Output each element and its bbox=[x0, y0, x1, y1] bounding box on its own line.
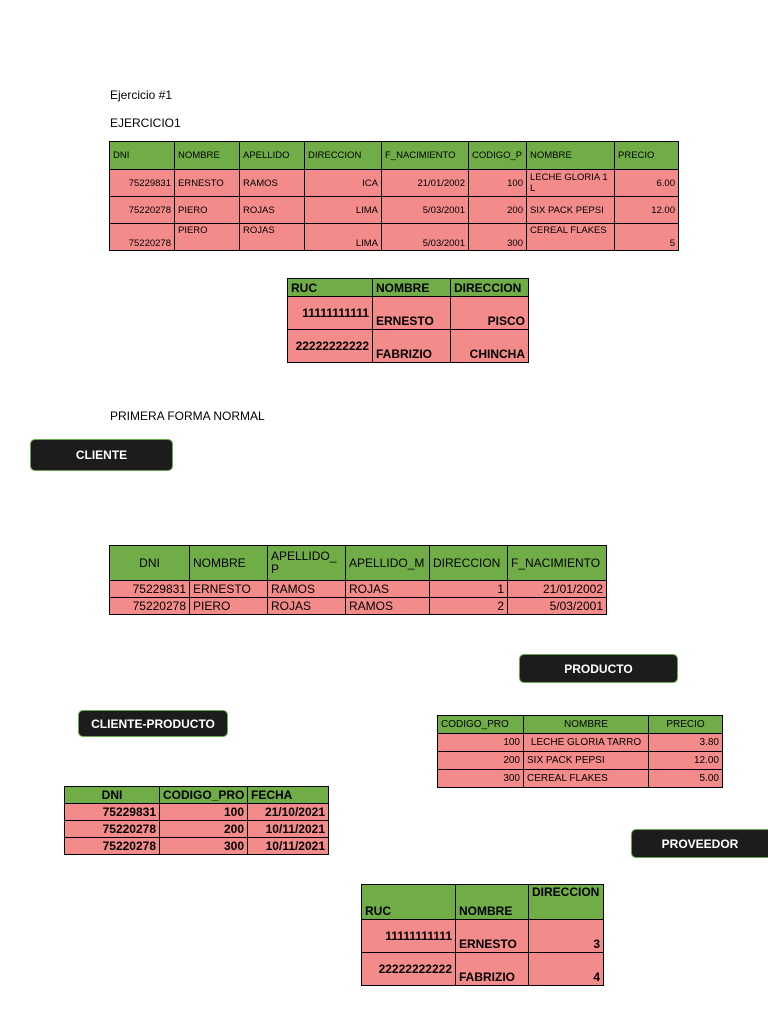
table-cell: 75220278 bbox=[65, 838, 160, 855]
section-title: PRIMERA FORMA NORMAL bbox=[110, 409, 265, 423]
table-row bbox=[110, 197, 679, 224]
table-cell: ERNESTO bbox=[175, 170, 240, 197]
table-cell: 75220278 bbox=[65, 821, 160, 838]
cliente-label: CLIENTE bbox=[30, 439, 173, 471]
table-row bbox=[110, 581, 607, 598]
table-cell: 100 bbox=[160, 804, 248, 821]
table-row bbox=[438, 734, 723, 752]
col-header: APELLIDO_P bbox=[268, 546, 346, 581]
table-cell: ERNESTO bbox=[190, 581, 268, 598]
table-cell: 22222222222 bbox=[288, 330, 373, 363]
table-cell: ERNESTO bbox=[456, 920, 529, 953]
table-row bbox=[110, 224, 679, 251]
table-row bbox=[110, 170, 679, 197]
table-cell: 100 bbox=[469, 170, 527, 197]
table-row bbox=[438, 752, 723, 770]
table-cell: ROJAS bbox=[268, 598, 346, 615]
table-cell: CHINCHA bbox=[451, 330, 529, 363]
table-cell: 75220278 bbox=[110, 598, 190, 615]
col-header: DNI bbox=[110, 142, 175, 170]
table-cell: 12.00 bbox=[615, 197, 679, 224]
table-cell: LIMA bbox=[305, 224, 382, 251]
original-table bbox=[109, 141, 679, 251]
supplier-table bbox=[287, 278, 529, 363]
table-cell: 75229831 bbox=[110, 170, 175, 197]
table-cell: 11111111111 bbox=[288, 297, 373, 330]
table-cell: 5 bbox=[615, 224, 679, 251]
table-cell: 200 bbox=[438, 752, 524, 770]
table-row bbox=[288, 330, 529, 363]
table-row bbox=[438, 770, 723, 788]
table-cell: LIMA bbox=[305, 197, 382, 224]
col-header: APELLIDO bbox=[240, 142, 305, 170]
table-cell: LECHE GLORIA 1L bbox=[527, 170, 615, 197]
col-header: CODIGO_PRO bbox=[438, 716, 524, 734]
cliente-producto-table bbox=[64, 786, 329, 855]
table-cell: RAMOS bbox=[346, 598, 430, 615]
table-cell: 6.00 bbox=[615, 170, 679, 197]
col-header: NOMBRE bbox=[456, 885, 529, 920]
table-cell: PIERO bbox=[190, 598, 268, 615]
table-cell: 5/03/2001 bbox=[508, 598, 607, 615]
proveedor-table bbox=[361, 884, 604, 986]
table-cell: ERNESTO bbox=[373, 297, 451, 330]
col-header: RUC bbox=[288, 279, 373, 297]
table-cell: CEREAL FLAKES bbox=[527, 224, 615, 251]
table-cell: 75229831 bbox=[110, 581, 190, 598]
col-header: NOMBRE bbox=[524, 716, 649, 734]
table-cell: PIERO bbox=[175, 197, 240, 224]
table-cell: 4 bbox=[529, 953, 604, 986]
col-header: DIRECCION bbox=[451, 279, 529, 297]
table-cell: 21/01/2002 bbox=[508, 581, 607, 598]
table-cell: PISCO bbox=[451, 297, 529, 330]
table-cell: 5.00 bbox=[649, 770, 723, 788]
table-row bbox=[362, 953, 604, 986]
table-cell: ROJAS bbox=[240, 197, 305, 224]
col-header: RUC bbox=[362, 885, 456, 920]
col-header: APELLIDO_M bbox=[346, 546, 430, 581]
table-cell: 3 bbox=[529, 920, 604, 953]
table-cell: 2 bbox=[430, 598, 508, 615]
producto-label: PRODUCTO bbox=[519, 654, 678, 683]
cliente-producto-label: CLIENTE-PRODUCTO bbox=[78, 710, 228, 737]
col-header: DNI bbox=[65, 787, 160, 804]
table-row bbox=[110, 598, 607, 615]
col-header: DNI bbox=[110, 546, 190, 581]
col-header: NOMBRE bbox=[190, 546, 268, 581]
table-cell: 75220278 bbox=[110, 224, 175, 251]
table-cell: ICA bbox=[305, 170, 382, 197]
table-row bbox=[65, 821, 329, 838]
col-header: PRECIO bbox=[615, 142, 679, 170]
col-header: DIRECCION bbox=[305, 142, 382, 170]
table-cell: LECHE GLORIA TARRO bbox=[524, 734, 649, 752]
table-cell: ROJAS bbox=[240, 224, 305, 251]
table-row bbox=[362, 920, 604, 953]
cliente-table bbox=[109, 545, 607, 615]
exercise-title: Ejercicio #1 bbox=[110, 88, 173, 102]
col-header: NOMBRE bbox=[527, 142, 615, 170]
table-cell: 200 bbox=[469, 197, 527, 224]
table-cell: 5/03/2001 bbox=[382, 224, 469, 251]
col-header: F_NACIMIENTO bbox=[508, 546, 607, 581]
table-cell: FABRIZIO bbox=[456, 953, 529, 986]
table-cell: 5/03/2001 bbox=[382, 197, 469, 224]
col-header: CODIGO_P bbox=[469, 142, 527, 170]
table-cell: 300 bbox=[160, 838, 248, 855]
table-cell: 75229831 bbox=[65, 804, 160, 821]
table-cell: ROJAS bbox=[346, 581, 430, 598]
table-cell: 1 bbox=[430, 581, 508, 598]
col-header: DIRECCION bbox=[430, 546, 508, 581]
table-cell: PIERO bbox=[175, 224, 240, 251]
table-cell: 100 bbox=[438, 734, 524, 752]
table-cell: 300 bbox=[469, 224, 527, 251]
table-cell: SIX PACK PEPSI bbox=[527, 197, 615, 224]
exercise-subtitle: EJERCICIO1 bbox=[110, 116, 181, 130]
table-cell: RAMOS bbox=[268, 581, 346, 598]
col-header: CODIGO_PRO bbox=[160, 787, 248, 804]
table-cell: RAMOS bbox=[240, 170, 305, 197]
col-header: NOMBRE bbox=[175, 142, 240, 170]
table-cell: 200 bbox=[160, 821, 248, 838]
table-cell: 22222222222 bbox=[362, 953, 456, 986]
table-cell: CEREAL FLAKES bbox=[524, 770, 649, 788]
table-row bbox=[65, 838, 329, 855]
table-cell: 12.00 bbox=[649, 752, 723, 770]
table-cell: 300 bbox=[438, 770, 524, 788]
table-cell: 21/10/2021 bbox=[248, 804, 329, 821]
table-cell: 10/11/2021 bbox=[248, 838, 329, 855]
proveedor-label: PROVEEDOR bbox=[631, 829, 768, 858]
table-cell: FABRIZIO bbox=[373, 330, 451, 363]
col-header: DIRECCION bbox=[529, 885, 604, 920]
table-row bbox=[65, 804, 329, 821]
col-header: PRECIO bbox=[649, 716, 723, 734]
table-cell: 11111111111 bbox=[362, 920, 456, 953]
table-cell: 3.80 bbox=[649, 734, 723, 752]
producto-table bbox=[437, 715, 723, 788]
table-cell: SIX PACK PEPSI bbox=[524, 752, 649, 770]
table-row bbox=[288, 297, 529, 330]
col-header: NOMBRE bbox=[373, 279, 451, 297]
table-cell: 10/11/2021 bbox=[248, 821, 329, 838]
table-cell: 75220278 bbox=[110, 197, 175, 224]
table-cell: 21/01/2002 bbox=[382, 170, 469, 197]
col-header: F_NACIMIENTO bbox=[382, 142, 469, 170]
col-header: FECHA bbox=[248, 787, 329, 804]
